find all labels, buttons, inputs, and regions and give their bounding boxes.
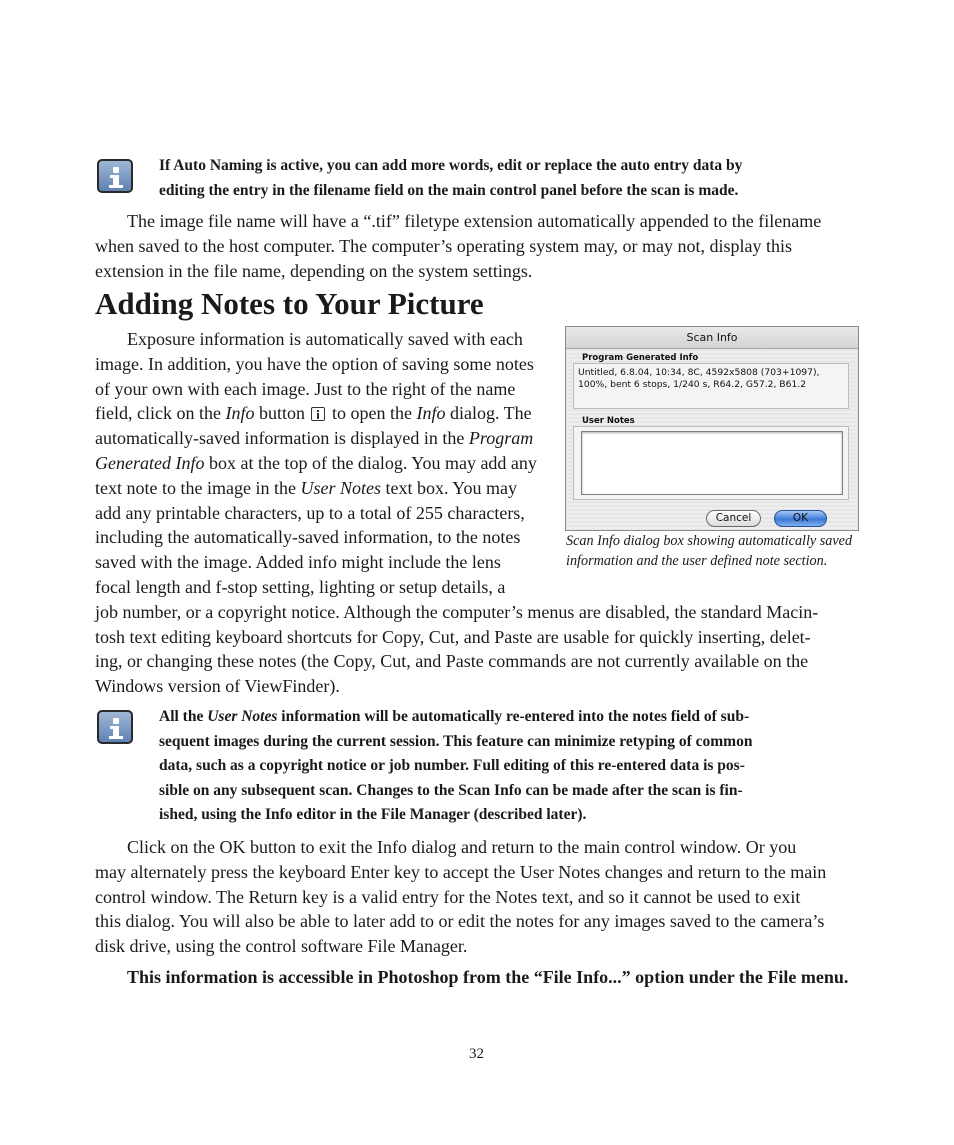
paragraph-line: saved with the image. Added info might include the lens	[95, 552, 501, 573]
photoshop-info-paragraph	[95, 965, 875, 990]
paragraph-line: Generated Info box at the top of the dialog. You may add any	[95, 452, 537, 473]
user-notes-note	[159, 705, 752, 828]
paragraph-line: This information is accessible in Photoshop from the “File Info...” option under the File menu.	[127, 967, 849, 987]
paragraph-line: field, click on the Info button to open the Info dialog. The	[95, 403, 532, 424]
paragraph-line: The image file name will have a “.tif” filetype extension automatically appended to the filename	[127, 211, 822, 231]
paragraph-line: including the automatically-saved information, to the notes	[95, 527, 521, 548]
cancel-button[interactable]: Cancel	[706, 510, 761, 527]
note-line: All the User Notes information will be automatically re-entered into the notes field of sub-	[159, 708, 750, 725]
scan-info-dialog	[565, 326, 859, 531]
paragraph-line: focal length and f-stop setting, lighting or setup details, a	[95, 576, 506, 597]
paragraph-line: add any printable characters, up to a total of 255 characters,	[95, 502, 525, 523]
page-number: 32	[469, 1046, 484, 1062]
user-notes-textarea[interactable]	[581, 431, 843, 495]
paragraph-line: when saved to the host computer. The computer’s operating system may, or may not, display this	[95, 235, 793, 256]
note-line: editing the entry in the filename field on the main control panel before the scan is made.	[159, 181, 739, 199]
info-icon	[97, 710, 133, 744]
dialog-title: Scan Info	[566, 327, 858, 349]
ok-button[interactable]: OK	[774, 510, 827, 527]
paragraph-line: control window. The Return key is a valid entry for the Notes text, and so it cannot be used to exit	[95, 886, 801, 907]
auto-naming-note	[159, 154, 742, 203]
figure-caption	[566, 532, 852, 571]
note-line: If Auto Naming is active, you can add more words, edit or replace the auto entry data by	[159, 157, 743, 174]
program-generated-info-label: Program Generated Info	[582, 353, 699, 363]
caption-line: Scan Info dialog box showing automatically saved	[566, 533, 853, 549]
filetype-paragraph	[95, 209, 875, 283]
paragraph-line: ing, or changing these notes (the Copy, Cut, and Paste commands are not currently available on the	[95, 651, 809, 672]
user-notes-group	[573, 426, 849, 500]
caption-line: information and the user defined note section.	[566, 552, 828, 569]
paragraph-line: Exposure information is automatically saved with each	[127, 329, 523, 349]
note-line: data, such as a copyright notice or job number. Full editing of this re-entered data is pos-	[159, 757, 745, 774]
note-line: ished, using the Info editor in the File Manager (described later).	[159, 806, 587, 823]
program-info-line: 100%, bent 6 stops, 1/240 s, R64.2, G57.2, B61.2	[578, 379, 807, 390]
paragraph-line: Click on the OK button to exit the Info dialog and return to the main control window. Or you	[127, 837, 797, 857]
paragraph-line: job number, or a copyright notice. Although the computer’s menus are disabled, the standard Macin-	[95, 601, 819, 622]
paragraph-line: Windows version of ViewFinder).	[95, 676, 340, 697]
program-generated-info-box	[573, 363, 849, 409]
paragraph-line: may alternately press the keyboard Enter key to accept the User Notes changes and return to the main	[95, 861, 827, 882]
paragraph-line: text note to the image in the User Notes text box. You may	[95, 477, 517, 498]
paragraph-line: of your own with each image. Just to the right of the name	[95, 378, 516, 399]
program-info-line: Untitled, 6.8.04, 10:34, 8C, 4592x5808 (703+1097),	[578, 367, 820, 378]
section-heading: Adding Notes to Your Picture	[95, 286, 484, 321]
paragraph-line: image. In addition, you have the option of saving some notes	[95, 353, 534, 374]
paragraph-line: disk drive, using the control software File Manager.	[95, 936, 468, 957]
paragraph-line: tosh text editing keyboard shortcuts for Copy, Cut, and Paste are usable for quickly inserting, delet-	[95, 626, 811, 647]
paragraph-line: this dialog. You will also be able to later add to or edit the notes for any images saved to the camera’s	[95, 911, 825, 932]
info-button-icon	[311, 407, 325, 421]
ok-button-paragraph	[95, 835, 870, 959]
user-notes-label: User Notes	[582, 416, 635, 426]
info-icon	[97, 159, 133, 193]
note-line: sible on any subsequent scan. Changes to the Scan Info can be made after the scan is fin-	[159, 781, 743, 799]
paragraph-line: extension in the file name, depending on the system settings.	[95, 260, 533, 281]
paragraph-line: automatically-saved information is displayed in the Program	[95, 428, 534, 449]
note-line: sequent images during the current session. This feature can minimize retyping of common	[159, 732, 753, 750]
